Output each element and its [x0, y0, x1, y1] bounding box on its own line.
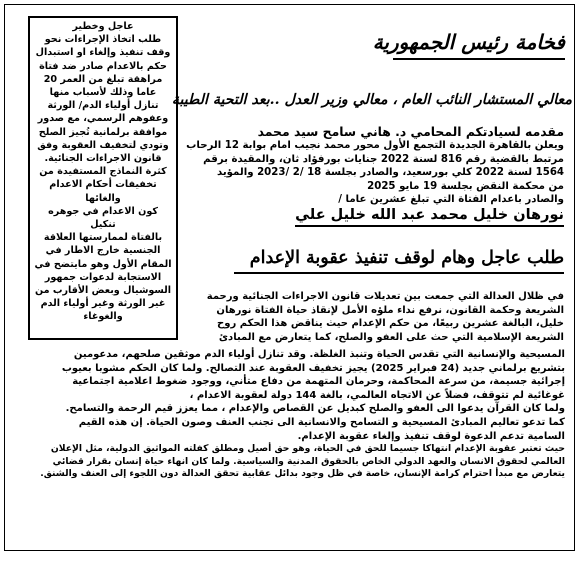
intro-line: من محكمة النقض بجلسة 19 مايو 2025: [367, 180, 564, 192]
body-line: كما تدعو تعاليم المبادئ المسيحية و التسامح والانسانية الى تجنب العنف وصون الحياة. إن هذه القيم: [78, 416, 565, 428]
body-line: الشريعة الإسلامية التي حث على العفو والصلح، كما يتعارض مع المبادئ: [218, 331, 564, 343]
body-line: يتعارض مع مبدأ احترام كرامة الإنسان، خاصة في ظل وجود بدائل عقابية تحقق العدالة دون اللجوء إلى العنف والشنق.: [40, 467, 565, 479]
summary-line: غير الورثة وغير أولياء الدم: [40, 298, 166, 310]
summary-line: وقف تنفيذ وإلغاء او استبدال: [35, 47, 171, 59]
summary-line: بالفتاة لممارستها العلاقة: [43, 232, 163, 244]
body-line: الشريعة وحكمة القانون، نرفع نداء ملؤه الأمل لإنقاذ حياة الفتاة نورهان: [216, 304, 564, 316]
summary-line: موافقة برلمانية تُجيز الصلح: [38, 126, 168, 138]
summary-line: تنازل أولياء الدم/ الورثة: [47, 100, 159, 112]
page-title-text: فخامة رئيس الجمهورية: [372, 30, 565, 54]
summary-line: الاستجابة لدعوات جمهور: [44, 271, 162, 283]
summary-line: مراهقة تبلغ من العمر 20: [43, 73, 163, 85]
intro-line: 1564 لسنة 2022 كلي بورسعيد، والصادر بجلسة 18 /2 /2023 والمؤيد: [216, 167, 564, 178]
summary-line: السوشيال وبعض الأقارب من: [34, 285, 172, 297]
body-line: خليل، البالغة عشرين ربيعًا، من حكم الإعدام حيث يناقض هذا الحكم روح: [217, 318, 564, 330]
summary-line: كون الاعدام في جوهره تنكيل: [48, 205, 158, 231]
summary-line: وعفوهم الرسمي، مع صدور: [37, 113, 169, 125]
summary-line: طلب اتخاذ الإجراءات نحو: [44, 34, 162, 46]
intro-line: والصادر باعدام الفتاة التي تبلغ عشرين عاما /: [338, 194, 564, 205]
intro-line: مرتبط بالقضية رقم 816 لسنة 2022 جنايات بورفؤاد ثان، والمقيدة برقم: [203, 153, 564, 165]
body-line: غوغائية لم تتوقف، فضلاً عن الاتجاه العالمي، بالغة 144 دولة لعقوبة الاعدام ،: [189, 389, 565, 401]
petition-intro: [184, 124, 564, 227]
page-title: [360, 30, 565, 54]
summary-line: تخفيفات أحكام الاعدام: [49, 179, 157, 191]
addressee-line: معالي المستشار النائب العام ، معالي وزير العدل ..بعد التحية الطيبة: [171, 92, 572, 108]
summary-line: كثرة النماذج المستفيدة من: [39, 166, 167, 178]
request-headline: [200, 248, 564, 268]
summary-line: والغوغاء: [83, 311, 123, 323]
intro-line: ويعلن بالقاهرة الجديدة التجمع الأول محور محمد نجيب امام بوابة 12 الرحاب: [186, 140, 564, 151]
summary-line: عاجل وخطير: [72, 21, 134, 32]
summary-line: الجنسية خارج الاطار في: [45, 245, 161, 257]
summary-line: وتودي لتخفيف العقوبة وفق: [37, 139, 169, 151]
request-headline-text: طلب عاجل وهام لوقف تنفيذ عقوبة الإعدام: [249, 248, 564, 268]
body-line: في ظلال العدالة التي جمعت بين تعديلات قانون الاجراءات الجنائية ورحمة: [206, 291, 564, 302]
headline-underline: [234, 272, 564, 274]
body-line: إجرائية جسيمة، من سرعة المحاكمة، وحرمان المتهمة من دفاع متأني، ووجود ضغوط اعلامية اجتماعية: [72, 376, 565, 388]
defendant-name: نورهان خليل محمد عبد الله خليل علي: [295, 207, 564, 227]
summary-line: المقام الأول وهو مايتضح في: [34, 258, 172, 270]
body-line: العالمي لحقوق الانسان والعهد الدولي الخاص بالحقوق المدنية والسياسية. ولما كان انهاء حياة إنسان بقرار قضائي: [52, 455, 565, 467]
title-underline: [393, 58, 565, 60]
summary-line: قانون الاجراءات الجنائية.: [44, 153, 162, 165]
body-line: بتشريع برلماني جديد (24 فبراير 2025) يجيز تخفيف العقوبة عند التصالح. ولما كان الحكم مشوبا بعيوب: [61, 362, 565, 374]
petitioner-line: مقدمه لسيادتكم المحامي د. هاني سامح سيد محمد: [257, 124, 564, 139]
summary-line: حكم بالاعدام صادر ضد فتاة: [39, 60, 167, 72]
summary-box: [28, 16, 178, 340]
body-line: حيث تعتبر عقوبة الإعدام انتهاكا جسيما للحق في الحياة، وهو حق أصيل ومطلق كفلته المواثيق الدولية، مثل الإعلان: [50, 443, 565, 455]
body-paragraph-wide: [20, 348, 565, 480]
body-paragraph-narrow: [184, 290, 564, 344]
summary-line: عاما وذلك لأسباب منها: [49, 87, 157, 99]
body-line: ولما كان القرآن يدعوا الى العفو والصلح كبديل عن القصاص والإعدام ، مما يعزز قيم الرحمة والتسامح.: [65, 403, 565, 415]
body-line: السامية تدعم الدعوة لوقف تنفيذ وإلغاء عقوبة الإعدام.: [297, 430, 565, 442]
body-line: المسيحية والإنسانية التي تقدس الحياة وتنبذ الغلظة. وقد تنازل أولياء الدم موثقين صلحهم، مدعومين: [73, 349, 565, 360]
summary-line: والغائها: [85, 192, 121, 204]
